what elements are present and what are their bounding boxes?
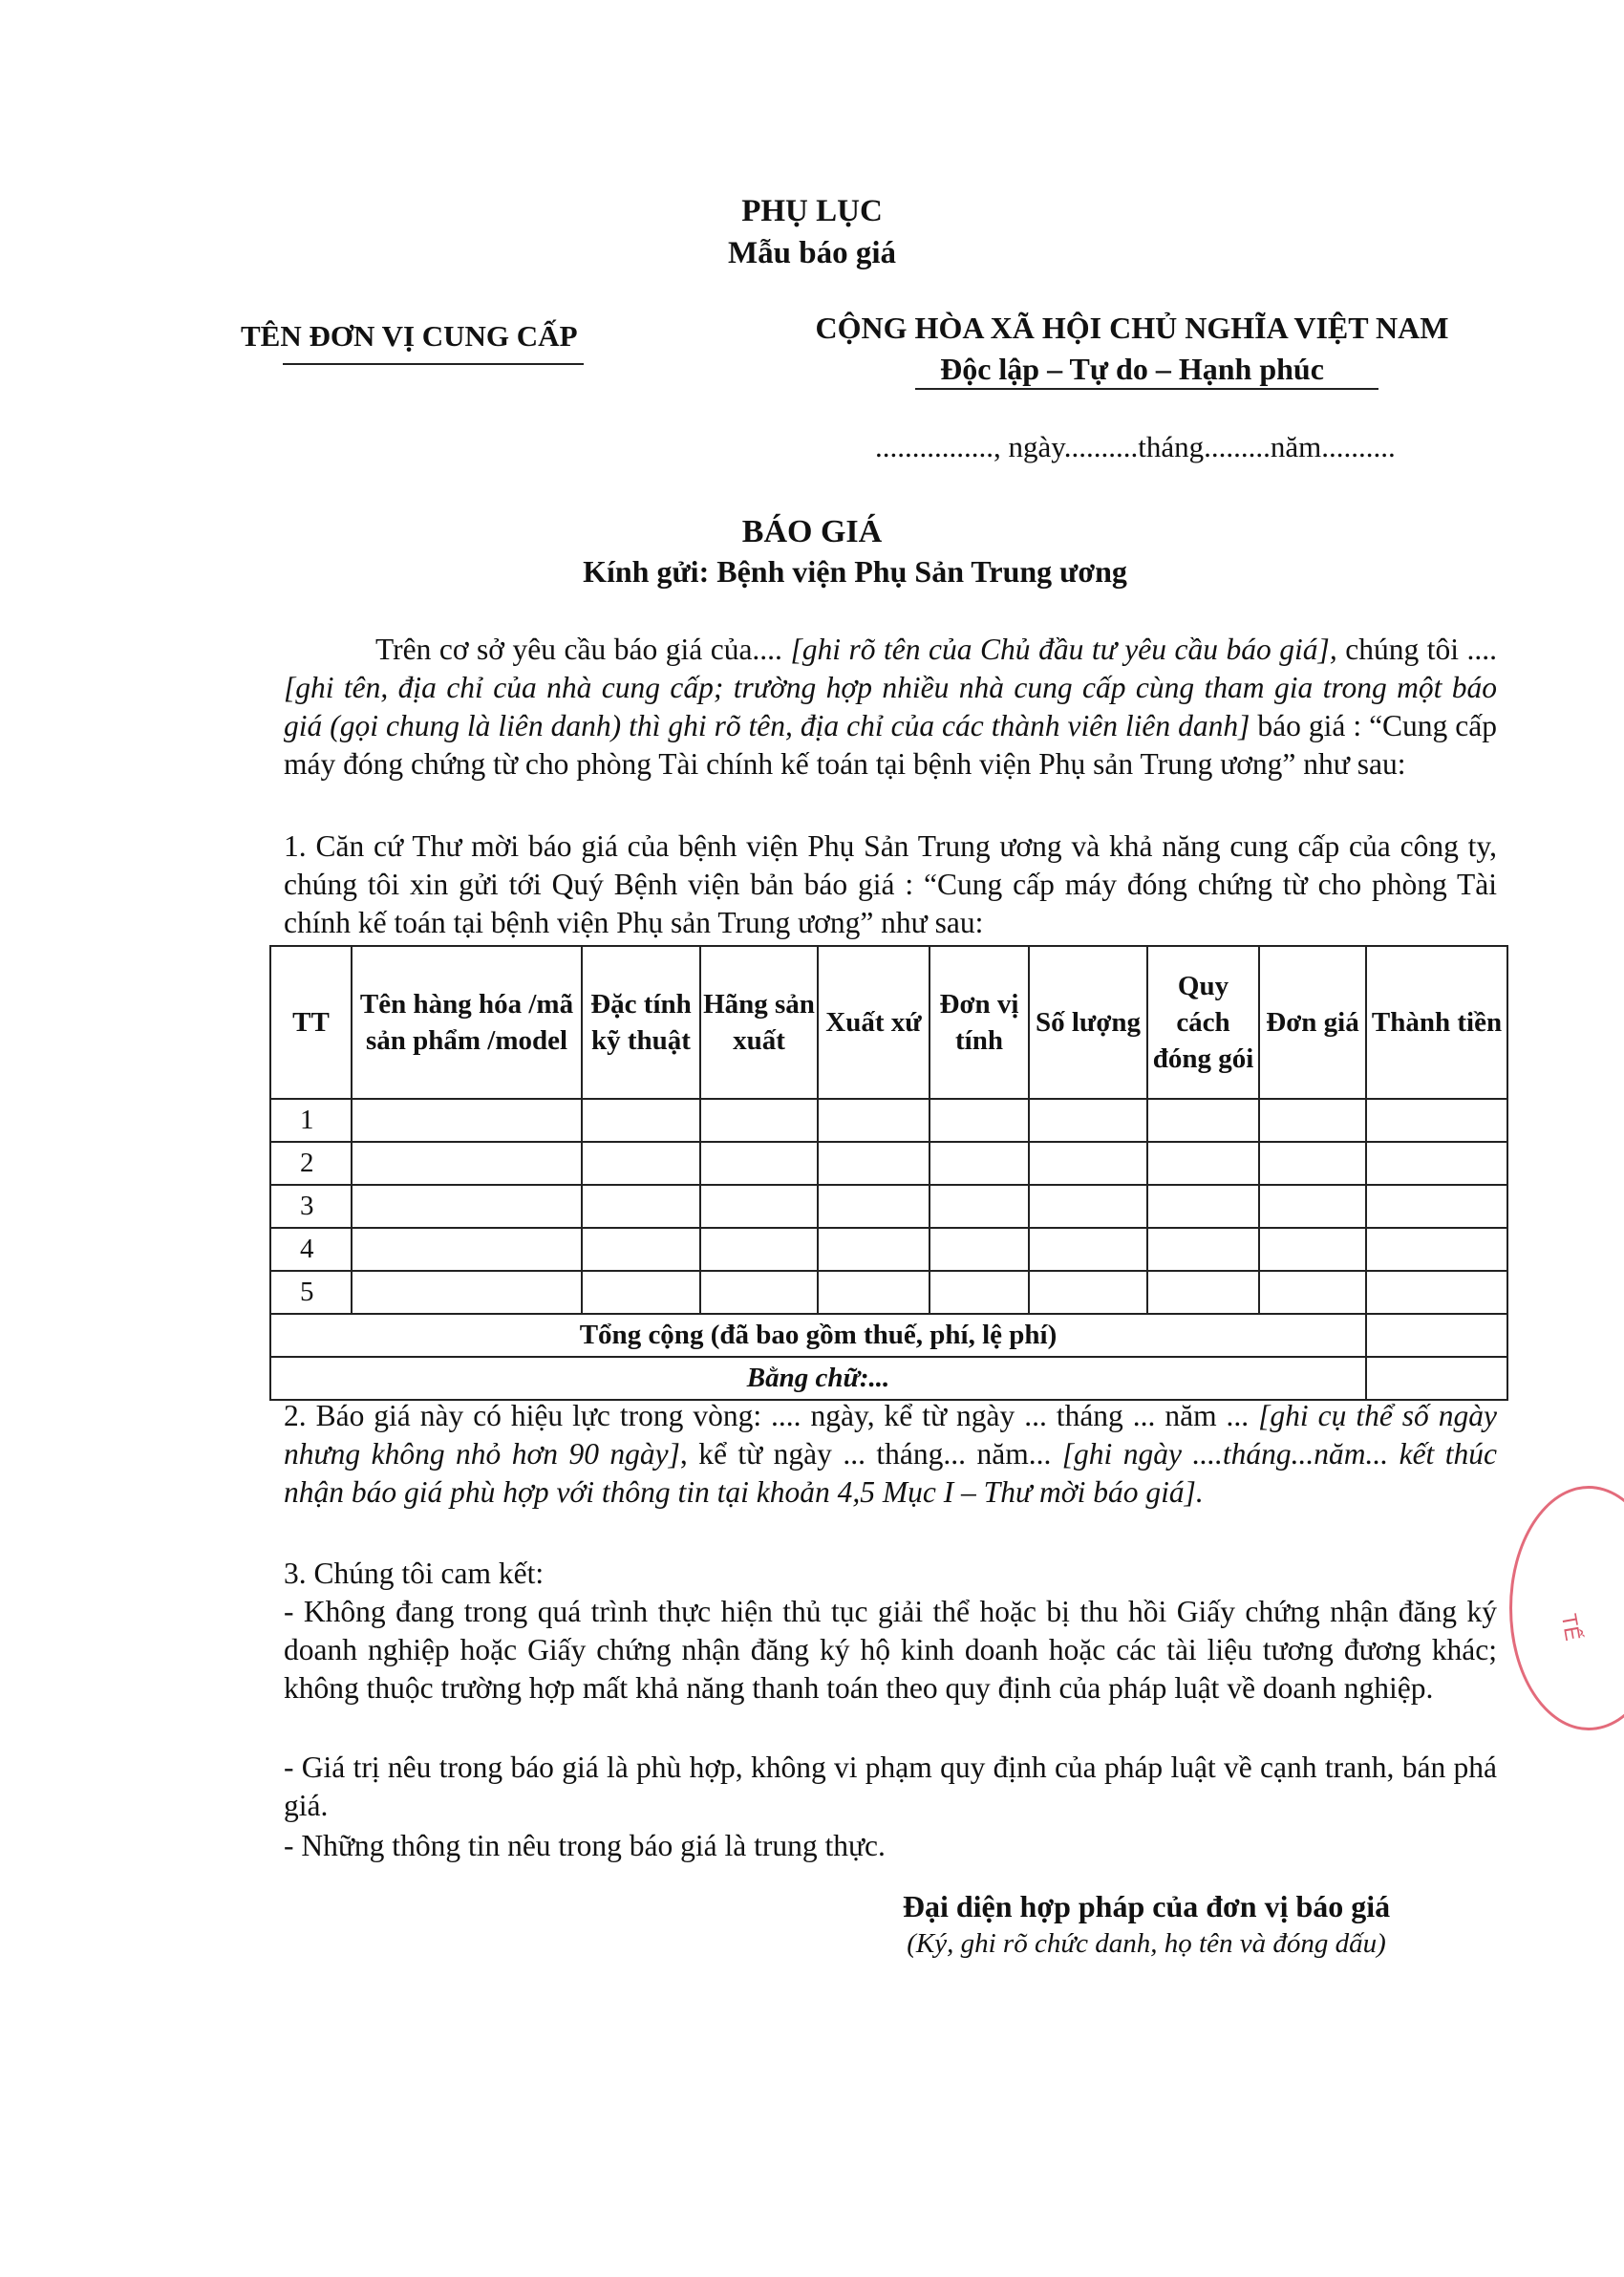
header-spec: Đặc tính kỹ thuật xyxy=(582,946,700,1099)
cell-unit-price[interactable] xyxy=(1259,1099,1366,1142)
cell-origin[interactable] xyxy=(818,1142,930,1185)
cell-unit[interactable] xyxy=(930,1271,1029,1314)
commitment-item-3: - Những thông tin nêu trong báo giá là trung thực. xyxy=(284,1829,886,1862)
table-row xyxy=(270,1271,1507,1314)
header-unit: Đơn vị tính xyxy=(930,946,1029,1099)
row-number: 5 xyxy=(270,1271,352,1314)
row-number: 3 xyxy=(270,1185,352,1228)
date-line: ................, ngày..........tháng.........năm.......... xyxy=(875,430,1396,463)
document-title: BÁO GIÁ xyxy=(741,514,883,549)
cell-packaging[interactable] xyxy=(1147,1271,1259,1314)
motto: Độc lập – Tự do – Hạnh phúc xyxy=(940,352,1324,386)
cell-quantity[interactable] xyxy=(1029,1271,1147,1314)
red-stamp-partial xyxy=(1509,1486,1624,1730)
cell-packaging[interactable] xyxy=(1147,1228,1259,1271)
words-row xyxy=(270,1357,1507,1400)
intro-text-c: chúng tôi .... xyxy=(1345,633,1498,666)
cell-spec[interactable] xyxy=(582,1271,700,1314)
cell-amount[interactable] xyxy=(1366,1271,1507,1314)
nation-title: CỘNG HÒA XÃ HỘI CHỦ NGHĨA VIỆT NAM xyxy=(815,311,1449,345)
cell-origin[interactable] xyxy=(818,1099,930,1142)
cell-spec[interactable] xyxy=(582,1228,700,1271)
amount-in-words-label: Bằng chữ:... xyxy=(270,1357,1366,1400)
cell-spec[interactable] xyxy=(582,1185,700,1228)
cell-unit-price[interactable] xyxy=(1259,1142,1366,1185)
cell-quantity[interactable] xyxy=(1029,1142,1147,1185)
form-name: Mẫu báo giá xyxy=(727,236,897,270)
header-product: Tên hàng hóa /mã sản phẩm /model xyxy=(352,946,582,1099)
cell-manufacturer[interactable] xyxy=(700,1099,818,1142)
table-row xyxy=(270,1185,1507,1228)
signature-title: Đại diện hợp pháp của đơn vị báo giá xyxy=(902,1889,1391,1923)
quote-table xyxy=(269,945,1508,1401)
words-amount-cell[interactable] xyxy=(1366,1357,1507,1400)
cell-unit-price[interactable] xyxy=(1259,1185,1366,1228)
cell-spec[interactable] xyxy=(582,1142,700,1185)
cell-amount[interactable] xyxy=(1366,1099,1507,1142)
commitment-item-1: - Không đang trong quá trình thực hiện thủ tục giải thể hoặc bị thu hồi Giấy chứng nhận đăng ký doanh nghiệp hoặc Giấy chứng nhận đăng ký hộ kinh doanh hoặc các tài liệu tương đương khác; không thuộc trường hợp mất khả năng thanh toán theo quy định của pháp luật về doanh nghiệp. xyxy=(284,1595,1497,1705)
cell-quantity[interactable] xyxy=(1029,1185,1147,1228)
cell-unit-price[interactable] xyxy=(1259,1228,1366,1271)
cell-amount[interactable] xyxy=(1366,1142,1507,1185)
table-row xyxy=(270,1099,1507,1142)
cell-amount[interactable] xyxy=(1366,1228,1507,1271)
header-packaging: Quy cách đóng gói xyxy=(1147,946,1259,1099)
cell-product[interactable] xyxy=(352,1185,582,1228)
stamp-text: TẾ xyxy=(1556,1611,1586,1643)
cell-quantity[interactable] xyxy=(1029,1099,1147,1142)
intro-text-a: Trên cơ sở yêu cầu báo giá của.... xyxy=(375,633,782,666)
commitment-item-2: - Giá trị nêu trong báo giá là phù hợp, không vi phạm quy định của pháp luật về cạnh tranh, bán phá giá. xyxy=(284,1751,1497,1822)
validity-text-a: 2. Báo giá này có hiệu lực trong vòng: .... ngày, kể từ ngày ... tháng ... năm ... xyxy=(284,1399,1250,1432)
intro-text-e: báo giá : “Cung cấp máy đóng chứng từ cho phòng Tài chính kế toán tại bệnh viện Phụ sản Trung ương” như sau: xyxy=(284,709,1498,781)
intro-paragraph xyxy=(284,631,1497,784)
header-origin: Xuất xứ xyxy=(818,946,930,1099)
basis-paragraph: 1. Căn cứ Thư mời báo giá của bệnh viện Phụ Sản Trung ương và khả năng cung cấp của công ty, chúng tôi xin gửi tới Quý Bệnh viện bản báo giá : “Cung cấp máy đóng chứng từ cho phòng Tài chính kế toán tại bệnh viện Phụ sản Trung ương” như sau: xyxy=(284,829,1497,939)
cell-unit[interactable] xyxy=(930,1142,1029,1185)
row-number: 2 xyxy=(270,1142,352,1185)
cell-manufacturer[interactable] xyxy=(700,1271,818,1314)
validity-note-date: [ghi ngày ....tháng...năm... kết thúc nhận báo giá phù hợp với thông tin tại khoản 4,5 Mục I – Thư mời báo giá]. xyxy=(284,1437,1497,1509)
recipient: Kính gửi: Bệnh viện Phụ Sản Trung ương xyxy=(583,554,1127,589)
cell-spec[interactable] xyxy=(582,1099,700,1142)
validity-paragraph xyxy=(284,1397,1497,1512)
validity-text-c: , kể từ ngày ... tháng... năm... xyxy=(679,1437,1052,1471)
cell-unit[interactable] xyxy=(930,1185,1029,1228)
row-number: 1 xyxy=(270,1099,352,1142)
intro-note-client: [ghi rõ tên của Chủ đầu tư yêu cầu báo giá], xyxy=(790,633,1337,666)
cell-packaging[interactable] xyxy=(1147,1099,1259,1142)
total-label: Tổng cộng (đã bao gồm thuế, phí, lệ phí) xyxy=(270,1314,1366,1357)
table-row xyxy=(270,1142,1507,1185)
cell-quantity[interactable] xyxy=(1029,1228,1147,1271)
table-header-row xyxy=(270,946,1507,1099)
cell-manufacturer[interactable] xyxy=(700,1228,818,1271)
cell-product[interactable] xyxy=(352,1099,582,1142)
cell-manufacturer[interactable] xyxy=(700,1142,818,1185)
appendix-title: PHỤ LỤC xyxy=(741,194,883,228)
total-amount-cell[interactable] xyxy=(1366,1314,1507,1357)
supplier-name: TÊN ĐƠN VỊ CUNG CẤP xyxy=(241,319,578,353)
intro-note-supplier: [ghi tên, địa chỉ của nhà cung cấp; trường hợp nhiều nhà cung cấp cùng tham gia trong một báo giá (gọi chung là liên danh) thì ghi rõ tên, địa chỉ của các thành viên liên danh] xyxy=(284,671,1497,742)
header-quantity: Số lượng xyxy=(1029,946,1147,1099)
cell-origin[interactable] xyxy=(818,1271,930,1314)
validity-note-days: [ghi cụ thể số ngày nhưng không nhỏ hơn 90 ngày] xyxy=(284,1399,1497,1471)
cell-product[interactable] xyxy=(352,1228,582,1271)
supplier-underline xyxy=(283,363,584,365)
cell-origin[interactable] xyxy=(818,1185,930,1228)
table-row xyxy=(270,1228,1507,1271)
cell-packaging[interactable] xyxy=(1147,1142,1259,1185)
cell-origin[interactable] xyxy=(818,1228,930,1271)
cell-unit[interactable] xyxy=(930,1099,1029,1142)
total-row xyxy=(270,1314,1507,1357)
cell-unit[interactable] xyxy=(930,1228,1029,1271)
header-tt: TT xyxy=(270,946,352,1099)
cell-manufacturer[interactable] xyxy=(700,1185,818,1228)
cell-packaging[interactable] xyxy=(1147,1185,1259,1228)
header-manufacturer: Hãng sản xuất xyxy=(700,946,818,1099)
cell-product[interactable] xyxy=(352,1271,582,1314)
cell-unit-price[interactable] xyxy=(1259,1271,1366,1314)
row-number: 4 xyxy=(270,1228,352,1271)
cell-amount[interactable] xyxy=(1366,1185,1507,1228)
header-amount: Thành tiền xyxy=(1366,946,1507,1099)
header-unit-price: Đơn giá xyxy=(1259,946,1366,1099)
motto-underline xyxy=(915,388,1378,390)
commitment-heading: 3. Chúng tôi cam kết: xyxy=(284,1557,545,1590)
signature-note: (Ký, ghi rõ chức danh, họ tên và đóng dấu) xyxy=(907,1928,1386,1959)
cell-product[interactable] xyxy=(352,1142,582,1185)
